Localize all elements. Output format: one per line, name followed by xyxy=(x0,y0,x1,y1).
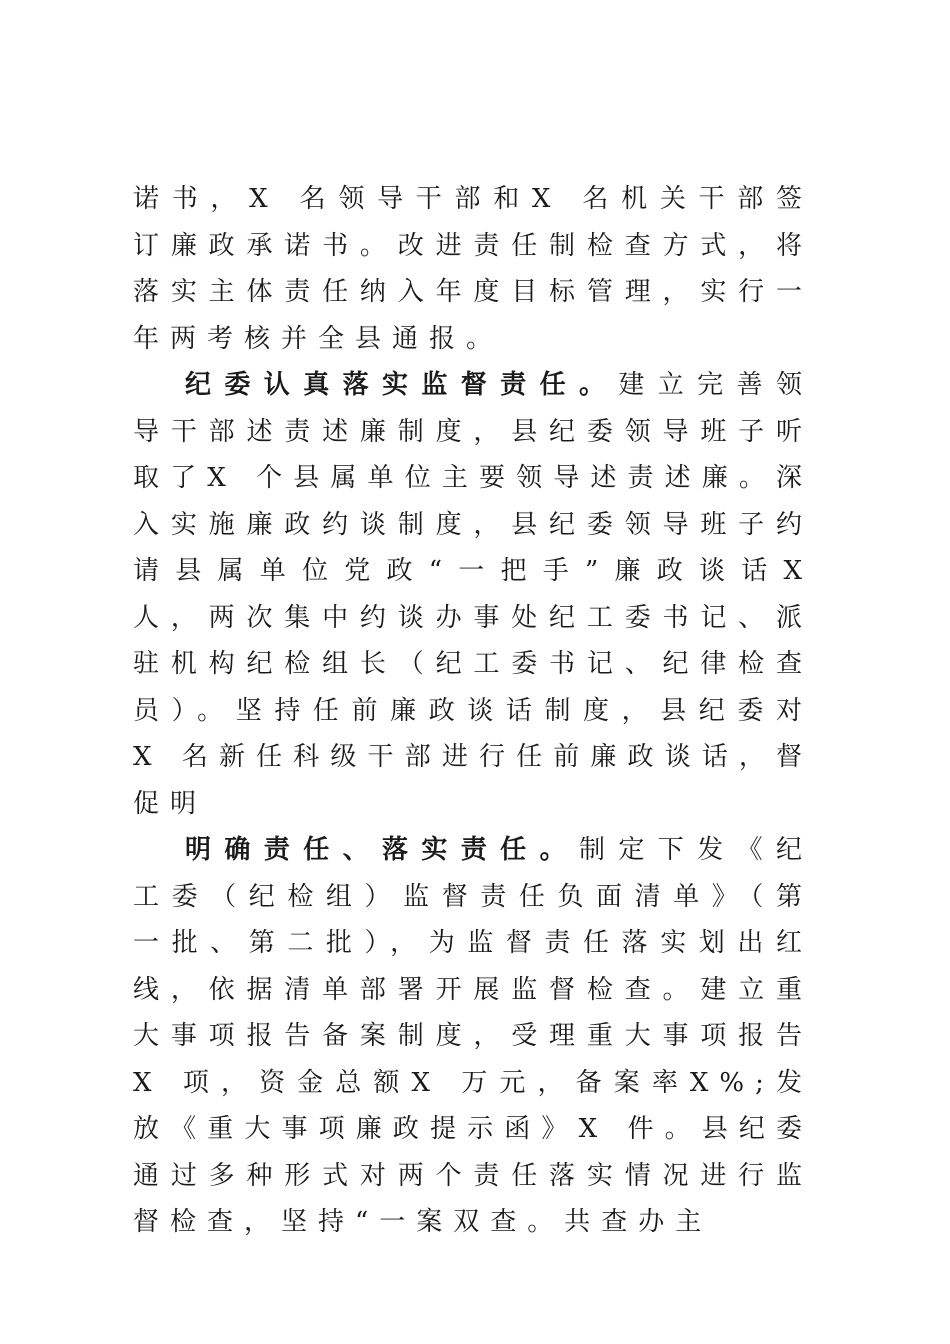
paragraph-3-lead: 明确责任、落实责任。 xyxy=(185,835,579,865)
paragraph-2 xyxy=(133,362,813,827)
paragraph-1 xyxy=(133,176,813,362)
paragraph-1-text: 诺书，X 名领导干部和X 名机关干部签订廉政承诺书。改进责任制检查方式，将落实主体责任纳入年度目标管理，实行一年两考核并全县通报。 xyxy=(133,184,813,354)
paragraph-3-text: 制定下发《纪工委（纪检组）监督责任负面清单》（第一批、第二批），为监督责任落实划出红线，依据清单部署开展监督检查。建立重大事项报告备案制度，受理重大事项报告X 项，资金总额X 万元，备案率X%;发放《重大事项廉政提示函》X 件。县纪委通过多种形式对两个责任落实情况进行监督检查，坚持“一案双查。共查办主 xyxy=(133,835,813,1237)
paragraph-2-lead: 纪委认真落实监督责任。 xyxy=(185,370,619,400)
paragraph-2-text: 建立完善领导干部述责述廉制度，县纪委领导班子听取了X 个县属单位主要领导述责述廉。深入实施廉政约谈制度，县纪委领导班子约请县属单位党政“一把手”廉政谈话X 人，两次集中约谈办事处纪工委书记、派驻机构纪检组长（纪工委书记、纪律检查员）。坚持任前廉政谈话制度，县纪委对X 名新任科级干部进行任前廉政谈话，督促明 xyxy=(133,370,813,819)
paragraph-3 xyxy=(133,827,813,1246)
body-text xyxy=(133,176,813,1246)
